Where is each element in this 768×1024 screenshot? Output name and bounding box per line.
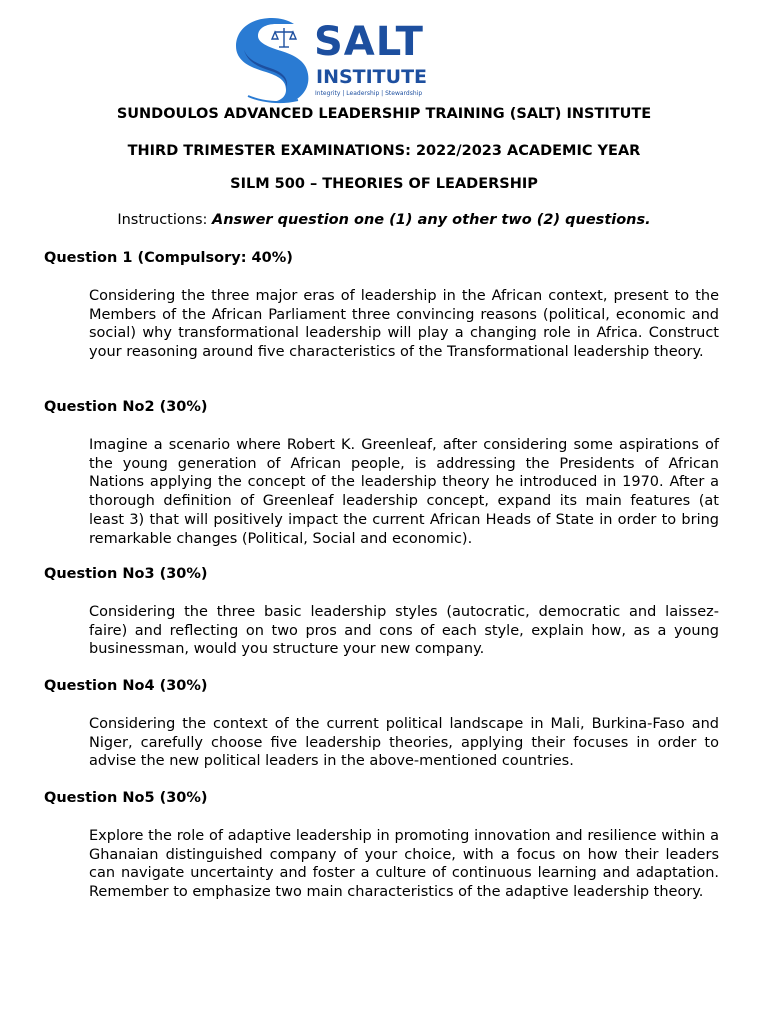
instructions-label: Instructions:	[117, 212, 208, 228]
course-title: SILM 500 – THEORIES OF LEADERSHIP	[230, 176, 538, 192]
question-2-heading: Question No2 (30%)	[44, 399, 208, 415]
question-5-body: Explore the role of adaptive leadership in promoting innovation and resilience within a Ghanaian distinguished company of your choice, with a focus on how their leaders can navigate uncertainty and foster a culture of continuous learning and adaptation. Remember to emphasize two main characteristics of the adaptive leadership theory.	[89, 828, 719, 901]
logo-name: SALT	[314, 19, 424, 65]
logo-subname: INSTITUTE	[316, 66, 428, 88]
salt-institute-logo	[232, 16, 442, 104]
logo-emblem-icon	[232, 16, 312, 104]
exam-title: THIRD TRIMESTER EXAMINATIONS: 2022/2023 ACADEMIC YEAR	[127, 143, 641, 159]
question-4-heading: Question No4 (30%)	[44, 678, 208, 694]
question-3-heading: Question No3 (30%)	[44, 566, 208, 582]
instructions-text: Answer question one (1) any other two (2) questions.	[212, 212, 651, 228]
question-5-heading: Question No5 (30%)	[44, 790, 208, 806]
institute-title: SUNDOULOS ADVANCED LEADERSHIP TRAINING (SALT) INSTITUTE	[116, 106, 652, 122]
question-1-heading: Question 1 (Compulsory: 40%)	[44, 250, 293, 266]
question-1-body: Considering the three major eras of leadership in the African context, present to the Members of the African Parliament three convincing reasons (political, economic and social) why transformational leadership will play a changing role in Africa. Construct your reasoning around five characteristics of the Transformational leadership theory.	[89, 288, 719, 361]
instructions	[0, 212, 768, 228]
question-2-body: Imagine a scenario where Robert K. Greenleaf, after considering some aspirations of the young generation of African people, is addressing the Presidents of African Nations applying the concept of the leadership theory he introduced in 1970. After a thorough definition of Greenleaf leadership concept, expand its main features (at least 3) that will positively impact the current African Heads of State in order to bring remarkable changes (Political, Social and economic).	[89, 437, 719, 547]
question-4-body: Considering the context of the current political landscape in Mali, Burkina-Faso and Niger, carefully choose five leadership theories, applying their focuses in order to advise the new political leaders in the above-mentioned countries.	[89, 716, 719, 770]
question-3-body: Considering the three basic leadership styles (autocratic, democratic and laissez-faire) and reflecting on two pros and cons of each style, explain how, as a young businessman, would you structure your new company.	[89, 604, 719, 658]
logo-tagline: Integrity | Leadership | Stewardship	[315, 90, 423, 97]
